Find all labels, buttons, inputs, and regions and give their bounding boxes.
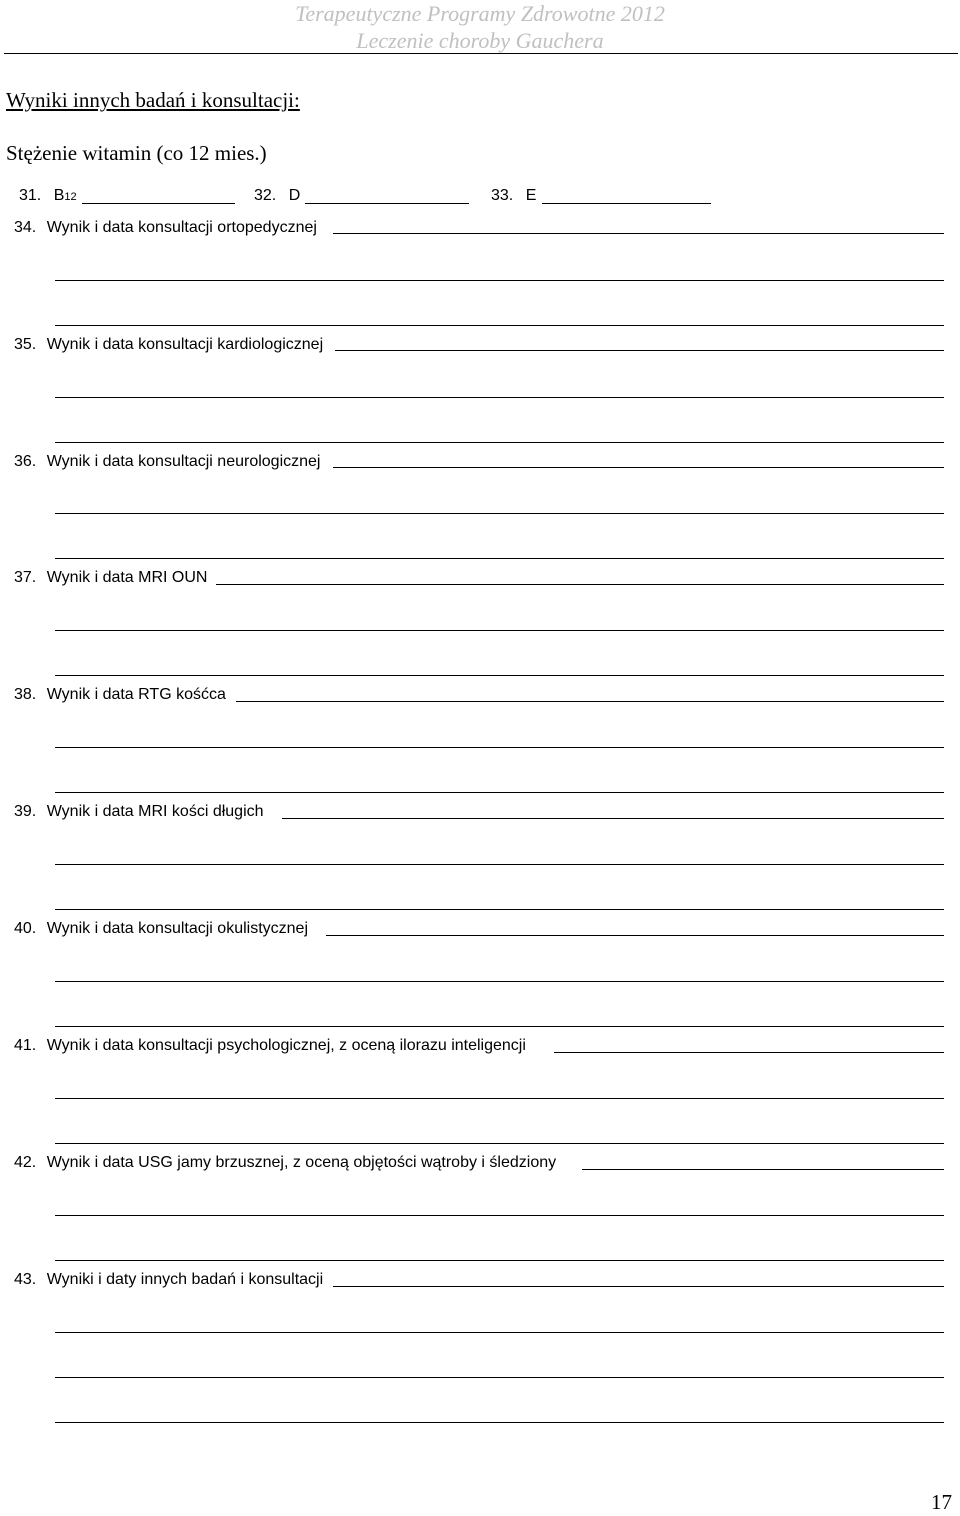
item-35-line-3[interactable] bbox=[55, 442, 944, 443]
vitamin-section-title: Stężenie witamin (co 12 mies.) bbox=[6, 141, 267, 165]
item-36-line-2[interactable] bbox=[55, 513, 944, 514]
item-number: 31. bbox=[19, 187, 42, 204]
item-41 bbox=[14, 1036, 526, 1056]
item-number: 35. bbox=[14, 336, 37, 353]
section-title: Wyniki innych badań i konsultacji: bbox=[6, 88, 300, 112]
item-number: 36. bbox=[14, 453, 37, 470]
item-35-input[interactable] bbox=[335, 350, 944, 351]
item-label: Wynik i data konsultacji ortopedycznej bbox=[46, 219, 317, 236]
item-40-line-2[interactable] bbox=[55, 981, 944, 982]
item-34-line-3[interactable] bbox=[55, 325, 944, 326]
item-37-input[interactable] bbox=[216, 584, 944, 585]
item-36-line-3[interactable] bbox=[55, 558, 944, 559]
vitamin-e-field bbox=[491, 186, 536, 206]
item-38-line-2[interactable] bbox=[55, 747, 944, 748]
item-34 bbox=[14, 218, 317, 238]
item-label: Wynik i data MRI kości długich bbox=[46, 803, 264, 820]
item-39-line-2[interactable] bbox=[55, 864, 944, 865]
item-43-line-3[interactable] bbox=[55, 1377, 944, 1378]
item-43 bbox=[14, 1270, 323, 1290]
header-divider bbox=[4, 53, 958, 54]
item-34-line-2[interactable] bbox=[55, 280, 944, 281]
item-42-input[interactable] bbox=[582, 1169, 944, 1170]
item-39 bbox=[14, 802, 264, 822]
item-number: 41. bbox=[14, 1037, 37, 1054]
vitamin-e-input[interactable] bbox=[542, 203, 711, 204]
item-43-line-4[interactable] bbox=[55, 1422, 944, 1423]
item-41-input[interactable] bbox=[554, 1052, 944, 1053]
vitamin-d-input[interactable] bbox=[305, 203, 469, 204]
item-41-line-2[interactable] bbox=[55, 1098, 944, 1099]
document-header bbox=[0, 0, 960, 54]
item-40-input[interactable] bbox=[326, 935, 944, 936]
item-41-line-3[interactable] bbox=[55, 1143, 944, 1144]
item-43-input[interactable] bbox=[333, 1286, 944, 1287]
item-label: Wynik i data konsultacji kardiologicznej bbox=[46, 336, 324, 353]
vitamin-b12-input[interactable] bbox=[82, 203, 235, 204]
header-subtitle: Leczenie choroby Gauchera bbox=[356, 28, 604, 53]
item-42 bbox=[14, 1153, 556, 1173]
item-label: Wynik i data USG jamy brzusznej, z oceną objętości wątroby i śledziony bbox=[46, 1154, 557, 1171]
item-43-line-2[interactable] bbox=[55, 1332, 944, 1333]
item-36-input[interactable] bbox=[333, 467, 944, 468]
item-39-input[interactable] bbox=[282, 818, 944, 819]
subscript: 12 bbox=[64, 191, 77, 203]
item-36 bbox=[14, 452, 320, 472]
item-35-line-2[interactable] bbox=[55, 397, 944, 398]
item-38-line-3[interactable] bbox=[55, 792, 944, 793]
item-34-input[interactable] bbox=[333, 233, 944, 234]
item-number: 33. bbox=[491, 187, 514, 204]
item-42-line-3[interactable] bbox=[55, 1260, 944, 1261]
item-number: 42. bbox=[14, 1154, 37, 1171]
page-number: 17 bbox=[931, 1490, 952, 1514]
item-37-line-2[interactable] bbox=[55, 630, 944, 631]
item-number: 43. bbox=[14, 1271, 37, 1288]
item-number: 38. bbox=[14, 686, 37, 703]
header-program-title: Terapeutyczne Programy Zdrowotne 2012 bbox=[295, 1, 665, 26]
item-label: Wynik i data konsultacji okulistycznej bbox=[46, 920, 308, 937]
item-label: B12 bbox=[53, 187, 77, 204]
item-label: Wynik i data RTG kośćca bbox=[46, 686, 226, 703]
item-40-line-3[interactable] bbox=[55, 1026, 944, 1027]
item-label: Wynik i data konsultacji neurologicznej bbox=[46, 453, 321, 470]
vitamin-d-field bbox=[254, 186, 300, 206]
item-37 bbox=[14, 568, 207, 588]
item-number: 40. bbox=[14, 920, 37, 937]
item-label: E bbox=[525, 187, 537, 204]
item-number: 37. bbox=[14, 569, 37, 586]
item-38 bbox=[14, 685, 226, 705]
item-label: Wyniki i daty innych badań i konsultacji bbox=[46, 1271, 324, 1288]
item-37-line-3[interactable] bbox=[55, 675, 944, 676]
item-38-input[interactable] bbox=[236, 701, 944, 702]
vitamin-b12-field bbox=[19, 186, 77, 207]
item-39-line-3[interactable] bbox=[55, 909, 944, 910]
item-35 bbox=[14, 335, 323, 355]
item-42-line-2[interactable] bbox=[55, 1215, 944, 1216]
item-label: Wynik i data MRI OUN bbox=[46, 569, 208, 586]
item-40 bbox=[14, 919, 308, 939]
item-number: 32. bbox=[254, 187, 277, 204]
item-label: Wynik i data konsultacji psychologicznej, z oceną ilorazu inteligencji bbox=[46, 1037, 526, 1054]
item-number: 34. bbox=[14, 219, 37, 236]
item-label: D bbox=[288, 187, 301, 204]
item-number: 39. bbox=[14, 803, 37, 820]
